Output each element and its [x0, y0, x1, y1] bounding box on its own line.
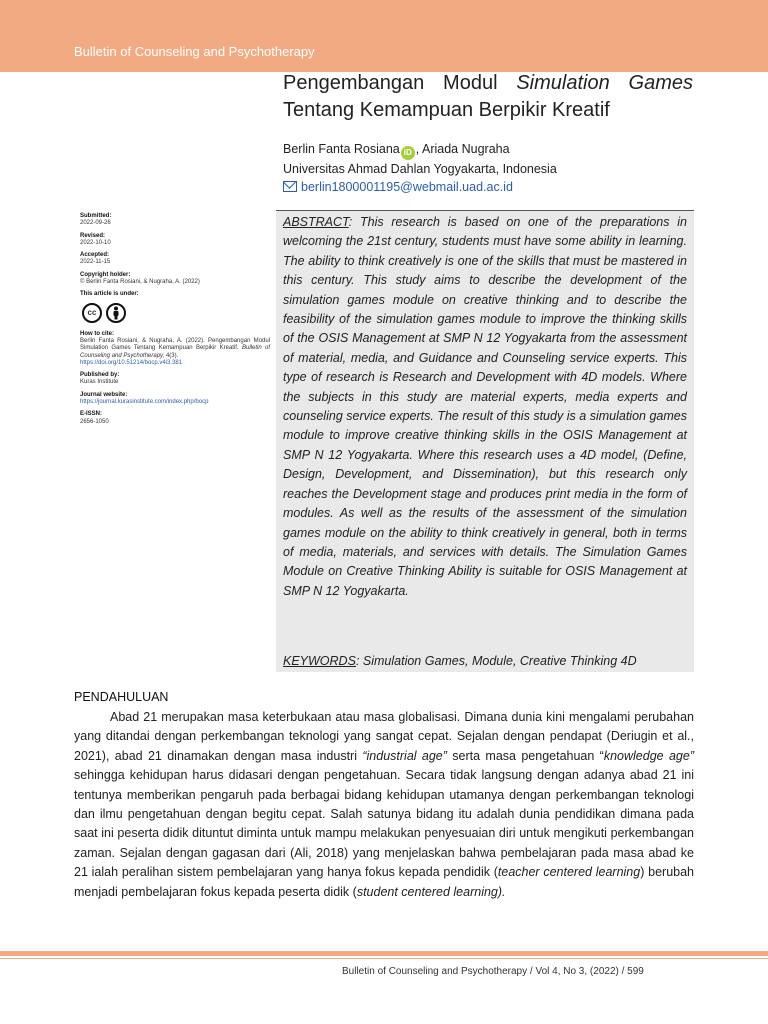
website-link[interactable]: https://journal.kurasinstitute.com/index.php/bocp: [80, 399, 209, 406]
text-run: serta masa pengetahuan “: [446, 748, 604, 763]
meta-license: [80, 291, 270, 322]
accepted-label: Accepted:: [80, 252, 110, 259]
cite-volume: 4(3).: [164, 352, 179, 359]
journal-name: Bulletin of Counseling and Psychotherapy: [74, 44, 315, 59]
cite-journal: Bulletin of Counseling and Psychotherapy,: [80, 345, 271, 359]
published-label: Published by:: [80, 372, 120, 379]
copyright-holder: © Berlin Fanta Rosiani, & Nugraha, A. (2022): [80, 279, 200, 286]
text-run: Abad 21 merupakan masa keterbukaan atau masa globalisasi. Dimana dunia kini mengalami perubahan yang ditandai dengan perkembangan teknologi yang sangat cepat. Sejalan dengan pendapat (Deriugin et al., 2021), abad 21 dinamakan dengan masa industri: [74, 710, 694, 763]
title-line-1: [283, 70, 693, 97]
submitted-date: 2022-09-26: [80, 220, 111, 227]
abstract-body: : This research is based on one of the preparations in welcoming the 21st century, students must have some ability in learning. The ability to think creatively is one of the skills that must be mastered in this century. This study aims to describe the development of the simulation games module on creative thinking and to describe the feasibility of the simulation games module to improve the thinking skills of the OSIS Management at SMP N 12 Yogyakarta from the assessment of material, media, and Guidance and Counseling service experts. This type of research is Research and Development with 4D models. Where the subjects in this study are material experts, media experts and counseling service experts. The result of this study is a simulation games module to improve creative thinking skills in the OSIS Management at SMP N 12 Yogyakarta. Where this research uses a 4D model, (Define, Design, Development, and Dissemination), but this research only reaches the Development stage and produces print media in the form of modules. As well as the results of the assessment of the simulation games module on the ability to think creatively in general, both in terms of media, materials, and services with details. The Simulation Games Module on Creative Thinking Ability is suitable for OSIS Management at SMP N 12 Yogyakarta.: [283, 215, 687, 598]
cite-text: [80, 338, 270, 360]
paragraph: [74, 708, 694, 902]
text-run-italic: “industrial age”: [362, 748, 447, 763]
page-footer: Bulletin of Counseling and Psychotherapy / Vol 4, No 3, (2022) / 599: [342, 966, 644, 977]
publisher-name: Kuras Institute: [80, 379, 119, 386]
article-title: [283, 70, 693, 124]
meta-publisher: [80, 372, 270, 387]
keywords: [283, 654, 687, 668]
text-run: ) berubah menjadi pembelajaran fokus kepada peserta didik (: [74, 865, 695, 899]
copyright-label: Copyright holder:: [80, 271, 131, 278]
author-1: Berlin Fanta Rosiana: [283, 142, 400, 156]
mail-icon: [283, 181, 297, 192]
cc-icon: cc: [82, 303, 102, 323]
submitted-label: Submitted:: [80, 213, 112, 219]
revised-date: 2022-10-10: [80, 239, 111, 246]
text-run-italic: teacher centered learning: [497, 865, 641, 880]
cite-body: Berlin Fanta Rosiani, & Nugraha, A. (2022). Pengembangan Modul Simulation Games Tentang Kemampuan Berpikir Kreatif.: [80, 337, 270, 352]
attribution-icon: [106, 303, 126, 323]
eissn-label: E-ISSN:: [80, 411, 103, 418]
title-line-2: Tentang Kemampuan Berpikir Kreatif: [283, 99, 610, 121]
meta-submitted: [80, 213, 270, 228]
email-line[interactable]: [283, 178, 557, 196]
meta-citation: [80, 331, 270, 367]
affiliation: Universitas Ahmad Dahlan Yogyakarta, Indonesia: [283, 162, 557, 176]
author-block: [283, 140, 557, 196]
cite-label: How to cite:: [80, 330, 114, 337]
author-2: , Ariada Nugraha: [415, 142, 510, 156]
keywords-heading: KEYWORDS: [283, 654, 356, 668]
meta-accepted: [80, 252, 270, 267]
text-run: sehingga kehidupan harus didasari dengan pengetahuan. Secara tidak langsung dengan adanya abad 21 ini tentunya memberikan pengaruh pada berbagai bidang kehidupan utamanya dengan perkembangan teknologi dan ilmu pengetahuan dengan begitu cepat. Salah satunya bidang itu adalah dunia pendidikan dimana pada saat ini peserta didik dituntut diminta untuk mampu melakukan penyesuaian diri untuk mengikuti perkembangan zaman. Sejalan dengan gagasan dari (Ali, 2018) yang menjelaskan bahwa pembelajaran pada masa abad ke 21 ialah peralihan sistem pembelajaran yang hanya fokus kepada pendidik (: [74, 768, 694, 880]
text-run-italic: knowledge age”: [603, 748, 694, 763]
meta-eissn: [80, 411, 270, 426]
abstract: [283, 213, 687, 601]
section-heading: PENDAHULUAN: [74, 690, 169, 704]
title-prefix: Pengembangan Modul: [283, 72, 517, 94]
meta-copyright: [80, 272, 270, 287]
website-label: Journal website:: [80, 391, 128, 398]
orcid-icon[interactable]: iD: [401, 146, 415, 160]
meta-website: [80, 392, 270, 407]
accepted-date: 2022-11-15: [80, 259, 111, 266]
body-text: [74, 708, 694, 902]
revised-label: Revised:: [80, 232, 106, 239]
footer-rule: [0, 951, 768, 956]
license-label: This article is under:: [80, 291, 139, 298]
article-metadata: [80, 213, 270, 431]
keywords-list: : Simulation Games, Module, Creative Thinking 4D: [355, 654, 637, 668]
eissn-value: 2656-1050: [80, 418, 109, 425]
text-run-italic: student centered learning).: [356, 884, 506, 899]
email-link[interactable]: berlin1800001195@webmail.uad.ac.id: [301, 180, 513, 194]
cc-license-badge[interactable]: [82, 303, 270, 323]
header-band: [0, 0, 768, 72]
author-line: [283, 140, 557, 160]
meta-revised: [80, 233, 270, 248]
abstract-heading: ABSTRACT: [283, 215, 349, 229]
doi-link[interactable]: https://doi.org/10.51214/bocp.v4i3.381: [80, 359, 183, 366]
title-italic: Simulation Games: [516, 72, 693, 94]
footer-rule-thin: [0, 958, 768, 959]
